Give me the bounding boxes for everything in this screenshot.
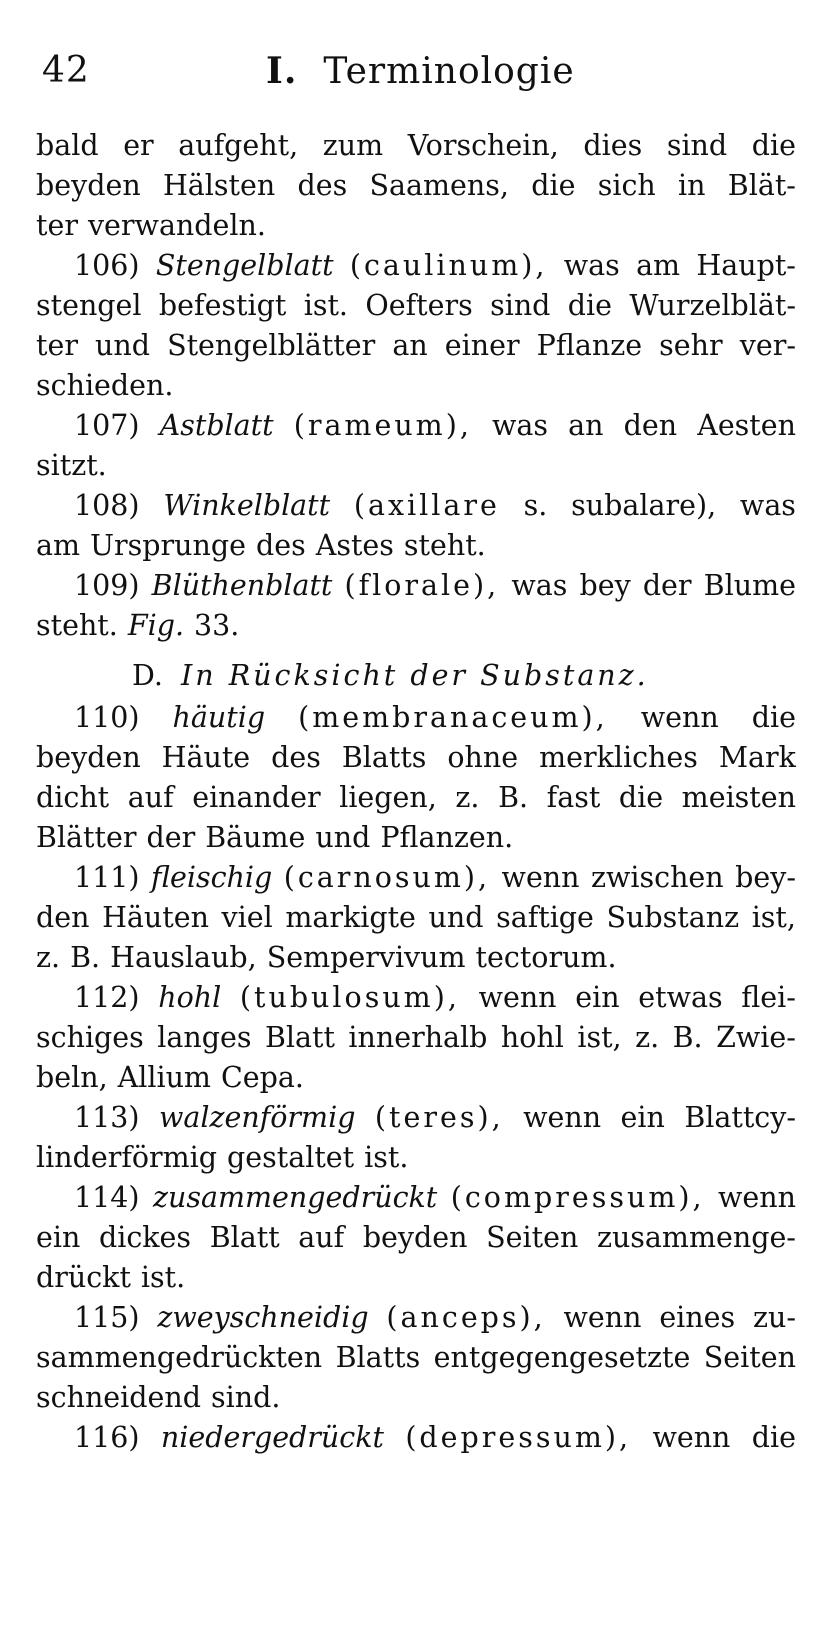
word: was xyxy=(563,249,620,282)
word: Blät- xyxy=(727,169,796,202)
word: sehr xyxy=(659,329,723,362)
word: Pflanze xyxy=(536,329,643,362)
term: häutig xyxy=(172,701,266,734)
word: hohl xyxy=(500,1021,564,1054)
word: linderförmig xyxy=(36,1141,218,1174)
word: des xyxy=(256,529,306,562)
word: ein xyxy=(575,981,620,1014)
body-text xyxy=(36,126,796,1458)
word: Wurzelblät- xyxy=(629,289,796,322)
text-line xyxy=(36,1138,796,1178)
word: sind xyxy=(490,289,551,322)
word: (caulinum), xyxy=(349,249,548,282)
text-line xyxy=(36,286,796,326)
term: zusammengedrückt xyxy=(152,1181,438,1214)
word: die xyxy=(531,169,576,202)
text-line xyxy=(36,206,796,246)
word: schneidend xyxy=(36,1381,201,1414)
word: (teres), xyxy=(374,1101,504,1134)
word: an xyxy=(392,329,428,362)
entry-number: 106) xyxy=(74,249,140,282)
word: (tubulosum), xyxy=(239,981,460,1014)
text-line xyxy=(36,486,796,526)
word: ein xyxy=(36,1221,81,1254)
word: er xyxy=(123,129,154,162)
word: B. xyxy=(672,1021,703,1054)
word: einander xyxy=(192,781,321,814)
word: Stengelblätter xyxy=(167,329,376,362)
text-line xyxy=(36,1418,796,1458)
entry-number: 107) xyxy=(74,409,140,442)
word: zu- xyxy=(752,1301,796,1334)
word: B. xyxy=(498,781,529,814)
text-line xyxy=(36,246,796,286)
text-line xyxy=(36,698,796,738)
word: (carnosum), xyxy=(283,861,491,894)
word: Haupt- xyxy=(696,249,796,282)
word: tectorum. xyxy=(475,941,617,974)
word: z. xyxy=(36,941,61,974)
text-line xyxy=(36,366,796,406)
text-line xyxy=(36,1018,796,1058)
word: saftige xyxy=(496,901,594,934)
word: bey- xyxy=(735,861,796,894)
word: wenn xyxy=(523,1101,602,1134)
term: walzenförmig xyxy=(158,1101,356,1134)
text-line xyxy=(36,818,796,858)
entry-number: 110) xyxy=(74,701,140,734)
running-header xyxy=(36,50,796,100)
word: auf xyxy=(298,1221,345,1254)
word: ist, xyxy=(751,901,796,934)
word: Astes xyxy=(315,529,394,562)
word: verwandeln. xyxy=(87,209,266,242)
word: eines xyxy=(659,1301,736,1334)
word: viel xyxy=(221,901,273,934)
entry-number: 109) xyxy=(74,569,140,602)
word: Seiten xyxy=(486,1221,579,1254)
word: sind. xyxy=(211,1381,281,1414)
word: fast xyxy=(546,781,601,814)
word: die xyxy=(618,781,664,814)
text-line xyxy=(36,326,796,366)
word: wenn xyxy=(563,1301,642,1334)
word: am xyxy=(36,529,81,562)
word: Bäume xyxy=(205,821,306,854)
word: ist. xyxy=(303,289,348,322)
word: den xyxy=(36,901,90,934)
word: und xyxy=(95,329,150,362)
text-line xyxy=(36,738,796,778)
word: was xyxy=(492,409,549,442)
page-number: 42 xyxy=(42,50,90,91)
word: dickes xyxy=(98,1221,192,1254)
word: Sempervivum xyxy=(266,941,466,974)
word: s. xyxy=(523,489,548,522)
word: Seiten xyxy=(703,1341,796,1374)
word: Blume xyxy=(703,569,796,602)
word: innerhalb xyxy=(348,1021,488,1054)
term: hohl xyxy=(158,981,222,1014)
word: ter xyxy=(36,329,78,362)
text-line xyxy=(36,1298,796,1338)
term: fleischig xyxy=(150,861,273,894)
text-line xyxy=(36,898,796,938)
word: wenn xyxy=(478,981,557,1014)
word: ohne xyxy=(447,741,519,774)
word: zum xyxy=(322,129,384,162)
spacer xyxy=(36,646,796,654)
word: was xyxy=(739,489,796,522)
word: beyden xyxy=(36,169,141,202)
word: z. xyxy=(455,781,480,814)
word: Aesten xyxy=(697,409,796,442)
word: der xyxy=(642,569,692,602)
text-line xyxy=(36,1338,796,1378)
word: sitzt. xyxy=(36,449,107,482)
word: (depressum), xyxy=(405,1421,632,1454)
word: in xyxy=(678,169,706,202)
word: den xyxy=(623,409,678,442)
word: wenn xyxy=(652,1421,731,1454)
text-line xyxy=(36,1258,796,1298)
word: die xyxy=(751,1421,796,1454)
term: Fig. xyxy=(127,609,185,642)
word: steht. xyxy=(403,529,486,562)
word: auf xyxy=(127,781,174,814)
word: beln, xyxy=(36,1061,108,1094)
word: Pflanzen. xyxy=(380,821,514,854)
word: wenn xyxy=(640,701,719,734)
word: Allium xyxy=(117,1061,211,1094)
word: z. xyxy=(635,1021,660,1054)
word: zwischen xyxy=(590,861,724,894)
word: sammengedrückten xyxy=(36,1341,323,1374)
word: Ursprunge xyxy=(90,529,246,562)
text-line xyxy=(36,1378,796,1418)
word: am xyxy=(636,249,681,282)
text-line xyxy=(36,858,796,898)
word: bey xyxy=(579,569,631,602)
word: einer xyxy=(444,329,520,362)
word: etwas xyxy=(638,981,723,1014)
text-line xyxy=(36,526,796,566)
word: ver- xyxy=(739,329,796,362)
text-line xyxy=(36,166,796,206)
word: was xyxy=(511,569,568,602)
text-line xyxy=(36,1098,796,1138)
word: merkliches xyxy=(539,741,698,774)
word: Vorschein, xyxy=(407,129,559,162)
word: Häute xyxy=(161,741,251,774)
word: Häuten xyxy=(102,901,209,934)
text-line xyxy=(36,778,796,818)
word: dies xyxy=(583,129,643,162)
word: Blattcy- xyxy=(684,1101,796,1134)
word: entgegengesetzte xyxy=(433,1341,691,1374)
word: sind xyxy=(666,129,728,162)
word: (florale), xyxy=(344,569,500,602)
text-line xyxy=(36,978,796,1018)
word: an xyxy=(568,409,604,442)
word: wenn xyxy=(717,1181,796,1214)
text-line xyxy=(36,1058,796,1098)
section-heading xyxy=(36,654,796,698)
text-line xyxy=(36,938,796,978)
word: stengel xyxy=(36,289,142,322)
text-line xyxy=(36,446,796,486)
word: der xyxy=(146,821,196,854)
word: ist. xyxy=(364,1141,409,1174)
section-title: In Rücksicht der Substanz. xyxy=(181,659,649,692)
word: die xyxy=(751,129,796,162)
word: dicht xyxy=(36,781,110,814)
entry-number: 108) xyxy=(74,489,140,522)
term: Stengelblatt xyxy=(155,249,334,282)
word: zusammenge- xyxy=(596,1221,796,1254)
entry-number: 114) xyxy=(74,1181,140,1214)
text-line xyxy=(36,606,796,646)
word: flei- xyxy=(741,981,796,1014)
word: wenn xyxy=(501,861,580,894)
word: Zwie- xyxy=(716,1021,796,1054)
entry-number: 112) xyxy=(74,981,140,1014)
term: niedergedrückt xyxy=(160,1421,384,1454)
word: liegen, xyxy=(339,781,437,814)
word: gestaltet xyxy=(227,1141,355,1174)
word: Blatts xyxy=(335,1341,421,1374)
word: ter xyxy=(36,209,78,242)
word: und xyxy=(428,901,484,934)
word: schiges xyxy=(36,1021,144,1054)
word: (anceps), xyxy=(386,1301,546,1334)
word: Oefters xyxy=(365,289,473,322)
word: Blatt xyxy=(264,1021,335,1054)
text-line xyxy=(36,406,796,446)
word: Substanz xyxy=(606,901,740,934)
word: Blatts xyxy=(341,741,427,774)
word: sich xyxy=(597,169,656,202)
word: subalare), xyxy=(571,489,717,522)
word: und xyxy=(315,821,371,854)
word: (membranaceum), xyxy=(298,701,608,734)
word: die xyxy=(751,701,796,734)
text-line xyxy=(36,566,796,606)
word: Blätter xyxy=(36,821,137,854)
word: ist, xyxy=(577,1021,622,1054)
chapter-title: Terminologie xyxy=(323,51,575,92)
chapter-numeral: I. xyxy=(266,50,298,92)
running-head xyxy=(266,50,575,92)
word: (rameum), xyxy=(293,409,472,442)
word: markigte xyxy=(285,901,416,934)
word: Hälsten xyxy=(162,169,276,202)
term: Astblatt xyxy=(159,409,274,442)
text-line xyxy=(36,126,796,166)
term: Blüthenblatt xyxy=(151,569,333,602)
word: langes xyxy=(157,1021,252,1054)
word: B. xyxy=(70,941,101,974)
word: Saamens, xyxy=(369,169,509,202)
word: des xyxy=(297,169,348,202)
word: ist. xyxy=(140,1261,186,1294)
entry-number: 113) xyxy=(74,1101,140,1134)
word: befestigt xyxy=(158,289,287,322)
text-block-substance xyxy=(36,698,796,1458)
section-letter: D. xyxy=(132,659,163,692)
word: Mark xyxy=(718,741,796,774)
text-block-leaf-position xyxy=(36,126,796,646)
word: Hauslaub, xyxy=(110,941,257,974)
word: meisten xyxy=(681,781,796,814)
word: beyden xyxy=(36,741,141,774)
entry-number: 115) xyxy=(74,1301,140,1334)
entry-number: 111) xyxy=(74,861,140,894)
word: Blatt xyxy=(209,1221,280,1254)
word: die xyxy=(567,289,613,322)
word: Cepa. xyxy=(220,1061,304,1094)
word: aufgeht, xyxy=(178,129,299,162)
word: schieden. xyxy=(36,369,174,402)
word: beyden xyxy=(362,1221,468,1254)
word: bald xyxy=(36,129,99,162)
word: 33. xyxy=(194,609,240,642)
word: drückt xyxy=(36,1261,131,1294)
entry-number: steht. xyxy=(36,609,118,642)
term: Winkelblatt xyxy=(163,489,331,522)
word: des xyxy=(271,741,321,774)
entry-number: 116) xyxy=(74,1421,140,1454)
word: (compressum), xyxy=(450,1181,705,1214)
term: zweyschneidig xyxy=(157,1301,369,1334)
text-line xyxy=(36,1218,796,1258)
word: (axillare xyxy=(353,489,500,522)
word: ein xyxy=(620,1101,665,1134)
text-line xyxy=(36,1178,796,1218)
